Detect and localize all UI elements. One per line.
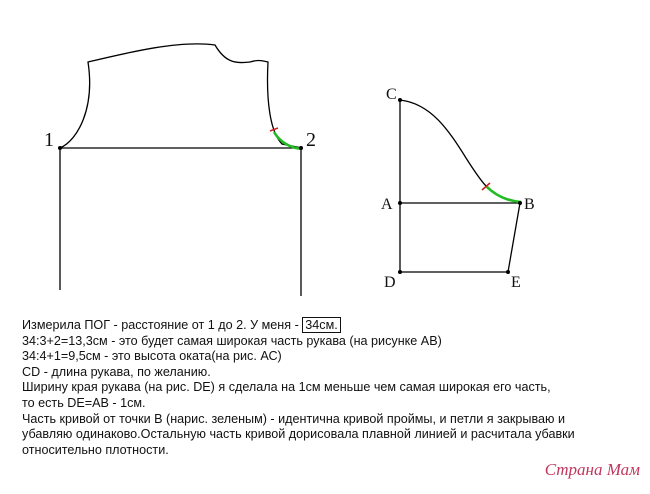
explanation-text: [22, 318, 622, 458]
bodice-outline: [60, 44, 302, 148]
sleeve-drawing: [400, 100, 520, 272]
note-line-4: CD - длина рукава, по желанию.: [22, 364, 211, 379]
sleeve-line-BE: [508, 203, 520, 272]
point-2-dot: [299, 146, 303, 150]
armhole-green-curve: [274, 132, 302, 149]
sleeve-cap-curve: [400, 100, 486, 186]
note-line-3: 34:4+1=9,5см - это высота оката(на рис. АС): [22, 349, 282, 364]
point-2-label: 2: [306, 129, 316, 151]
bodice-drawing: [60, 44, 302, 296]
point-E-dot: [506, 270, 510, 274]
point-E-label: E: [511, 274, 521, 291]
point-D-dot: [398, 270, 402, 274]
point-A-label: A: [381, 196, 393, 213]
measurement-box: 34см.: [302, 317, 340, 333]
note-line-1: [22, 318, 622, 334]
note-line-2: 34:3+2=13,3см - это будет самая широкая часть рукава (на рисунке АВ): [22, 333, 442, 348]
site-watermark: Страна Мам: [544, 460, 640, 479]
note-line-1-prefix: Измерила ПОГ - расстояние от 1 до 2. У меня -: [22, 318, 303, 332]
point-C-dot: [398, 98, 402, 102]
note-line-5: Ширину края рукава (на рис. DE) я сделала на 1см меньше чем самая широкая его часть,: [22, 380, 551, 395]
point-B-dot: [518, 201, 522, 205]
point-A-dot: [398, 201, 402, 205]
point-C-label: C: [386, 86, 397, 103]
note-line-9: относительно плотности.: [22, 442, 169, 457]
point-B-label: B: [524, 196, 535, 213]
note-line-6: то есть DE=AB - 1см.: [22, 395, 146, 410]
note-line-8: убавляю одинаково.Остальную часть кривой дорисовала плавной линией и расчитала убавки: [22, 427, 575, 442]
point-D-label: D: [384, 274, 396, 291]
point-1-label: 1: [44, 129, 54, 151]
sleeve-green-curve: [486, 186, 521, 202]
point-1-dot: [58, 146, 62, 150]
note-line-7: Часть кривой от точки B (нарис. зеленым) - идентична кривой проймы, и петли я закрываю и: [22, 411, 565, 426]
